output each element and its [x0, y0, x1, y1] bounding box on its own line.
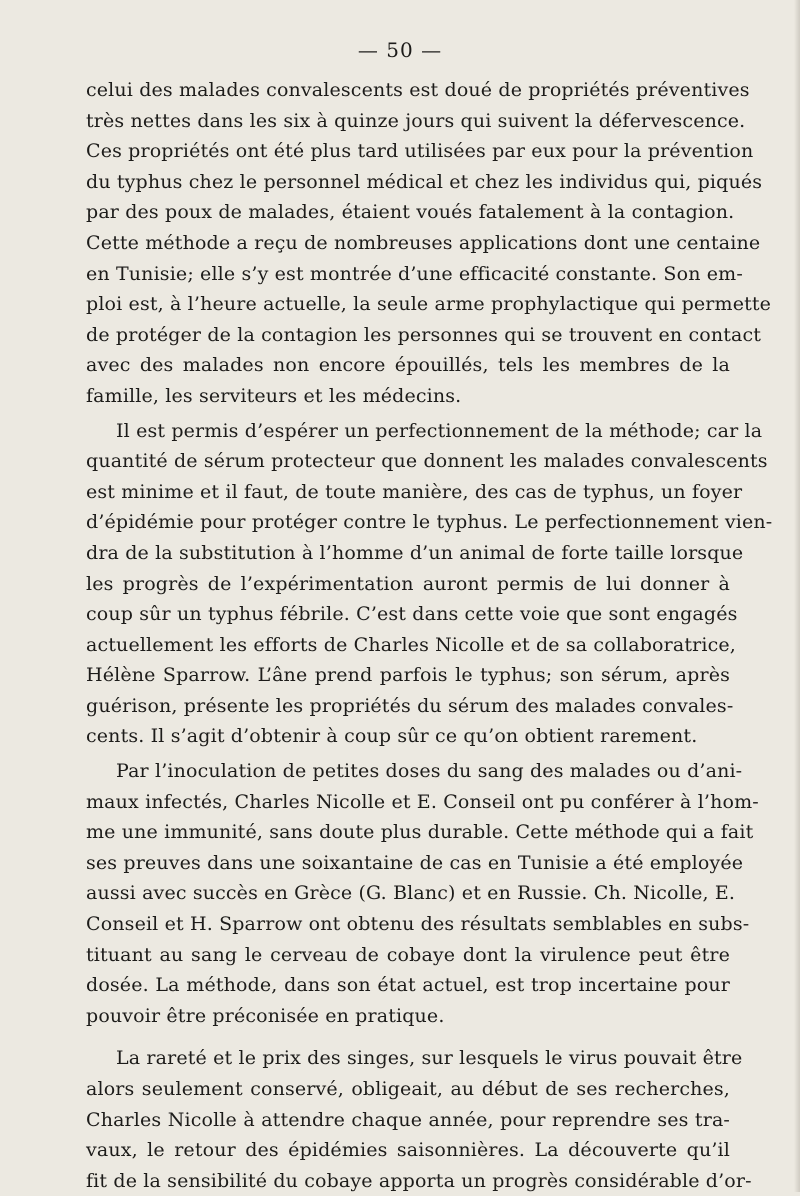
text-line: celui des malades convalescents est doué de propriétés préventives [86, 79, 750, 101]
paragraph-4 [86, 1043, 752, 1196]
text-line: dra de la substitution à l’homme d’un animal de forte taille lorsque [86, 541, 744, 564]
text-line: par des poux de malades, étaient voués fatalement à la contagion. [86, 201, 735, 224]
page-edge-shadow [794, 0, 800, 1192]
text-line: La rareté et le prix des singes, sur lesquels le virus pouvait être [116, 1047, 743, 1070]
text-line: cents. Il s’agit d’obtenir à coup sûr ce qu’on obtient rarement. [86, 725, 698, 748]
text-line: coup sûr un typhus fébrile. C’est dans cette voie que sont engagés [86, 603, 738, 626]
text-line: en Tunisie; elle s’y est montrée d’une efficacité constante. Son em- [86, 262, 743, 285]
text-line: maux infectés, Charles Nicolle et E. Conseil ont pu conférer à l’hom- [86, 790, 759, 813]
text-line: Charles Nicolle à attendre chaque année, pour reprendre ses tra- [86, 1108, 730, 1131]
page-number: — 50 — [357, 38, 443, 62]
text-line: dosée. La méthode, dans son état actuel, est trop incertaine pour [86, 974, 730, 997]
text-line: pouvoir être préconisée en pratique. [86, 1004, 445, 1027]
text-line: Ces propriétés ont été plus tard utilisées par eux pour la prévention [86, 140, 754, 163]
text-line: tituant au sang le cerveau de cobaye dont la virulence peut être [86, 943, 730, 966]
paragraph-1 [86, 75, 772, 412]
text-line: ploi est, à l’heure actuelle, la seule arme prophylactique qui permette [86, 293, 772, 316]
paragraph-3 [86, 756, 759, 1031]
text-line: ses preuves dans une soixantaine de cas en Tunisie a été employée [86, 851, 744, 874]
text-line: famille, les serviteurs et les médecins. [86, 384, 462, 407]
text-line: alors seulement conservé, obligeait, au début de ses recherches, [86, 1078, 730, 1100]
text-line: quantité de sérum protecteur que donnent les malades convalescents [86, 450, 768, 473]
text-line: les progrès de l’expérimentation auront permis de lui donner à [86, 572, 730, 595]
text-line: Cette méthode a reçu de nombreuses applications dont une centaine [86, 231, 761, 254]
text-line: actuellement les efforts de Charles Nicolle et de sa collaboratrice, [86, 633, 736, 656]
text-line: d’épidémie pour protéger contre le typhus. Le perfectionnement vien- [86, 511, 773, 534]
text-line: très nettes dans les six à quinze jours qui suivent la défervescence. [86, 109, 746, 132]
text-line: est minime et il faut, de toute manière, des cas de typhus, un foyer [86, 480, 743, 503]
text-line: Par l’inoculation de petites doses du sang des malades ou d’ani- [116, 760, 743, 783]
text-line: du typhus chez le personnel médical et chez les individus qui, piqués [86, 170, 763, 193]
body-text [86, 75, 773, 1196]
text-line: aussi avec succès en Grèce (G. Blanc) et en Russie. Ch. Nicolle, E. [86, 882, 736, 905]
text-line: Il est permis d’espérer un perfectionnement de la méthode; car la [116, 419, 763, 442]
text-line: Hélène Sparrow. L’âne prend parfois le typhus; son sérum, après [86, 664, 730, 687]
text-line: fit de la sensibilité du cobaye apporta un progrès considérable d’or- [86, 1169, 752, 1192]
text-line: de protéger de la contagion les personnes qui se trouvent en contact [86, 323, 762, 346]
paragraph-gap [86, 1031, 730, 1043]
paragraph-2 [86, 416, 773, 753]
text-line: vaux, le retour des épidémies saisonnières. La découverte qu’il [86, 1139, 730, 1162]
text-line: Conseil et H. Sparrow ont obtenu des résultats semblables en subs- [86, 913, 750, 936]
text-line: avec des malades non encore épouillés, tels les membres de la [86, 354, 730, 377]
text-line: guérison, présente les propriétés du sérum des malades convales- [86, 694, 734, 717]
text-line: me une immunité, sans doute plus durable. Cette méthode qui a fait [86, 821, 754, 844]
